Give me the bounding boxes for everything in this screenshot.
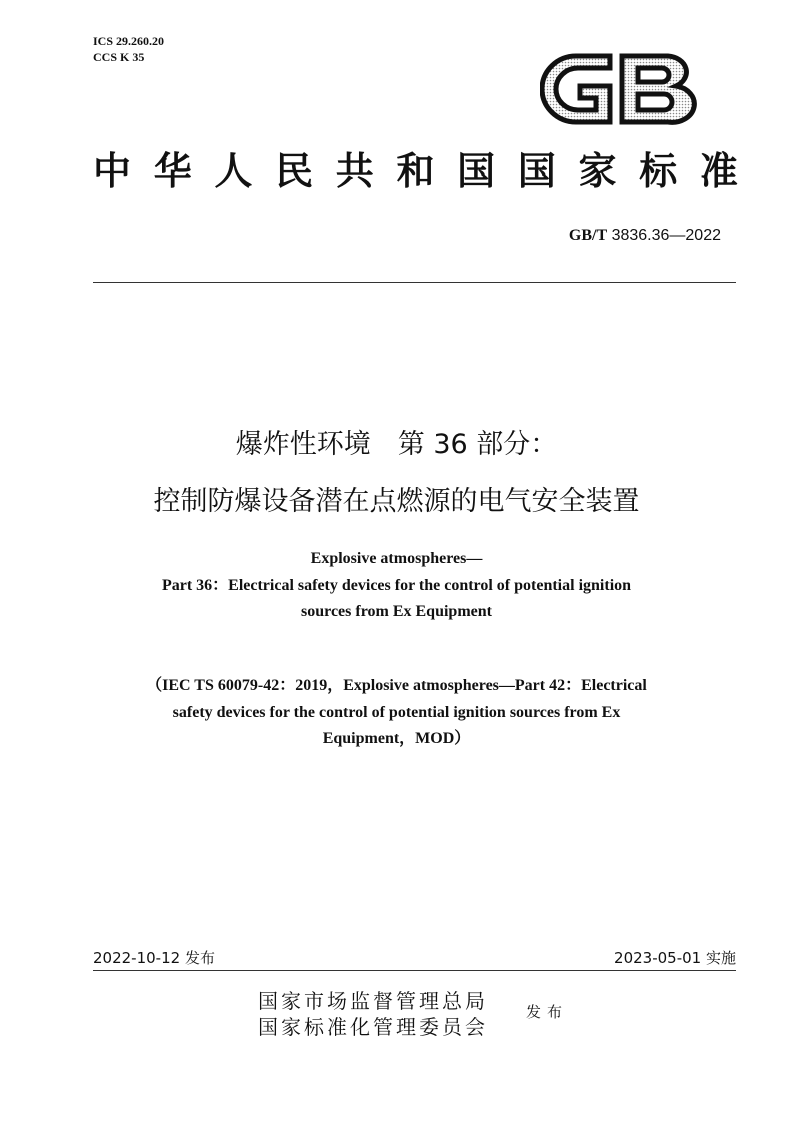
- heading-char: 中: [93, 148, 132, 193]
- reference-line: safety devices for the control of potential ignition sources from Ex: [172, 703, 621, 721]
- classification-codes: [93, 33, 164, 65]
- title-zh-line1: 爆炸性环境 第 36 部分：: [235, 429, 558, 460]
- national-standard-heading: [93, 140, 738, 195]
- heading-char: 共: [335, 148, 374, 193]
- publisher: 国家标准化管理委员会: [258, 1015, 488, 1039]
- reference-line: （IEC TS 60079-42：2019，Explosive atmospheres—Part 42：Electrical: [146, 677, 647, 694]
- heading-char: 民: [275, 148, 314, 193]
- heading-char: 标: [639, 148, 678, 193]
- issue-date: 2022-10-12 发布: [93, 949, 215, 967]
- title-zh-line2: 控制防爆设备潜在点燃源的电气安全装置: [153, 486, 640, 517]
- heading-char: 准: [699, 148, 738, 193]
- gb-logo: [540, 52, 698, 126]
- ics-code: ICS 29.260.20: [93, 34, 165, 48]
- heading-char: 家: [578, 148, 617, 193]
- heading-char: 华: [153, 148, 192, 193]
- standard-number: [569, 227, 721, 245]
- reference-line: Equipment，MOD）: [322, 730, 471, 747]
- standard-number-value: 3836.36—2022: [611, 227, 721, 244]
- title-en-line: sources from Ex Equipment: [301, 603, 492, 620]
- heading-char: 和: [396, 148, 435, 193]
- title-en-line: Part 36：Electrical safety devices for the control of potential ignition: [161, 576, 632, 594]
- publishers: [258, 988, 488, 1040]
- dates-row: [93, 947, 736, 968]
- standard-prefix: GB/T: [568, 227, 608, 244]
- heading-char: 国: [517, 148, 556, 193]
- title-en: [0, 546, 793, 626]
- reference-standard: [0, 673, 793, 753]
- divider: [93, 282, 736, 283]
- implement-date: 2023-05-01 实施: [614, 949, 736, 967]
- ccs-code: CCS K 35: [93, 50, 145, 64]
- publish-label: 发布: [526, 1003, 569, 1021]
- publisher: 国家市场监督管理总局: [258, 989, 488, 1013]
- divider: [93, 970, 736, 971]
- heading-char: 人: [214, 148, 253, 193]
- heading-char: 国: [457, 148, 496, 193]
- title-en-line: Explosive atmospheres—: [310, 550, 483, 567]
